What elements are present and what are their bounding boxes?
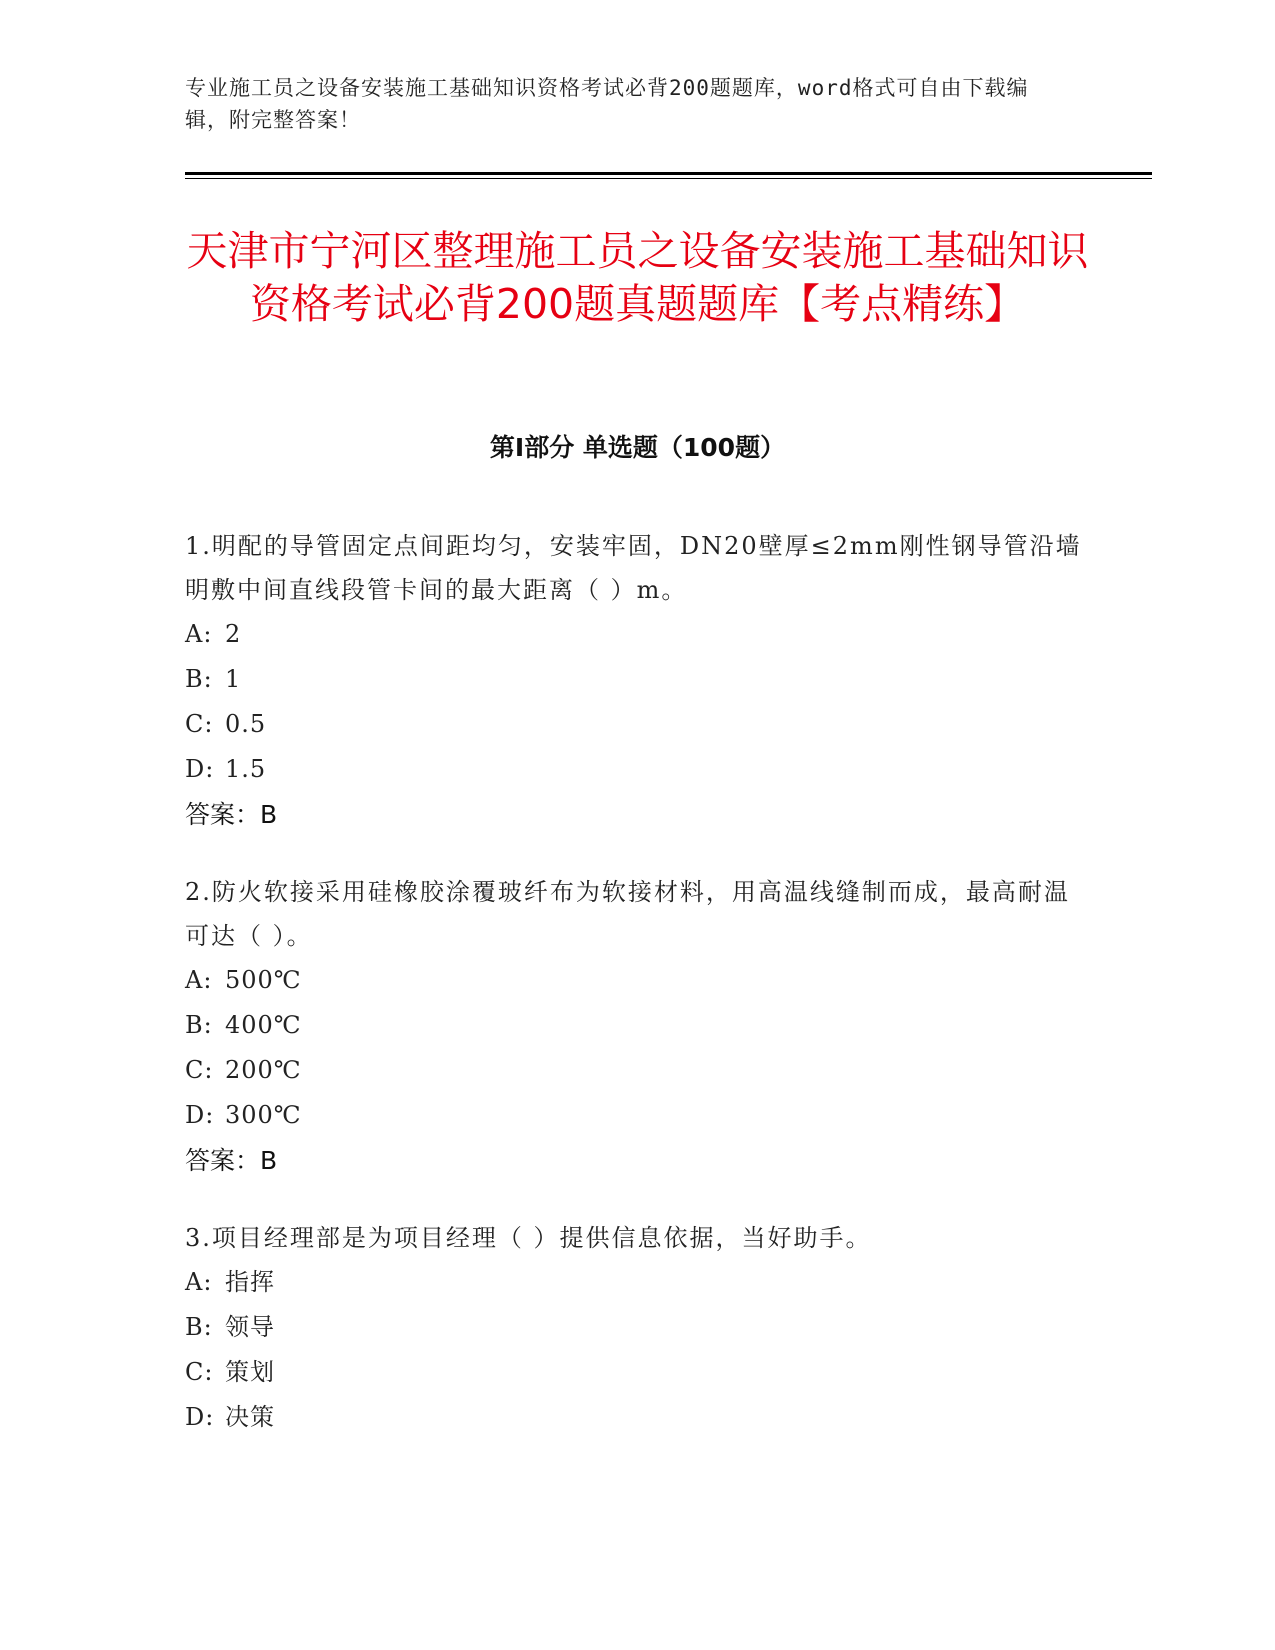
question-list (185, 524, 1085, 1473)
section-heading: 第I部分 单选题（100题） (489, 433, 786, 462)
option-letter: C: (185, 1358, 214, 1386)
question-stem: 2.防火软接采用硅橡胶涂覆玻纤布为软接材料，用高温线缝制而成，最高耐温可达（ ）。 (185, 878, 1070, 950)
option-text: 300℃ (225, 1101, 302, 1129)
option-letter: C: (185, 1056, 214, 1084)
option-text: 400℃ (225, 1011, 302, 1039)
header-rule-thick (185, 172, 1152, 175)
option-letter: D: (185, 1101, 215, 1129)
option-text: 领导 (225, 1313, 275, 1341)
option-text: 指挥 (225, 1268, 275, 1296)
option-b (185, 1305, 1085, 1350)
option-text: 1.5 (225, 755, 267, 783)
answer-label: 答案： (185, 1146, 261, 1175)
option-b (185, 657, 1085, 702)
header-note: 专业施工员之设备安装施工基础知识资格考试必背200题题库，word格式可自由下载编辑，附完整答案！ (185, 76, 1029, 132)
answer-value: B (260, 800, 278, 829)
option-letter: B: (185, 1313, 213, 1341)
option-d (185, 1093, 1085, 1138)
option-text: 200℃ (225, 1056, 302, 1084)
option-text: 0.5 (225, 710, 267, 738)
option-letter: C: (185, 710, 214, 738)
answer-line (185, 1138, 1085, 1183)
option-c (185, 1350, 1085, 1395)
option-text: 500℃ (225, 966, 302, 994)
answer-value: B (260, 1146, 278, 1175)
option-c (185, 1048, 1085, 1093)
option-text: 2 (225, 620, 242, 648)
option-letter: A: (185, 966, 213, 994)
option-a (185, 958, 1085, 1003)
question-2 (185, 870, 1085, 1183)
question-stem: 3.项目经理部是为项目经理（ ）提供信息依据，当好助手。 (185, 1224, 872, 1252)
answer-label: 答案： (185, 800, 261, 829)
option-text: 决策 (225, 1403, 275, 1431)
option-text: 策划 (225, 1358, 275, 1386)
question-3 (185, 1216, 1085, 1440)
question-1 (185, 524, 1085, 837)
answer-line (185, 792, 1085, 837)
option-c (185, 702, 1085, 747)
option-d (185, 1395, 1085, 1440)
option-d (185, 747, 1085, 792)
option-letter: D: (185, 755, 215, 783)
option-letter: A: (185, 1268, 213, 1296)
option-b (185, 1003, 1085, 1048)
option-a (185, 612, 1085, 657)
option-letter: A: (185, 620, 213, 648)
document-title: 天津市宁河区整理施工员之设备安装施工基础知识资格考试必背200题真题题库【考点精练】 (186, 227, 1089, 328)
question-stem: 1.明配的导管固定点间距均匀，安装牢固，DN20壁厚≤2mm刚性钢导管沿墙明敷中间直线段管卡间的最大距离（ ）m。 (185, 532, 1082, 604)
option-letter: B: (185, 1011, 213, 1039)
option-text: 1 (225, 665, 242, 693)
option-a (185, 1260, 1085, 1305)
option-letter: D: (185, 1403, 215, 1431)
header-rule-thin (185, 178, 1152, 179)
option-letter: B: (185, 665, 213, 693)
